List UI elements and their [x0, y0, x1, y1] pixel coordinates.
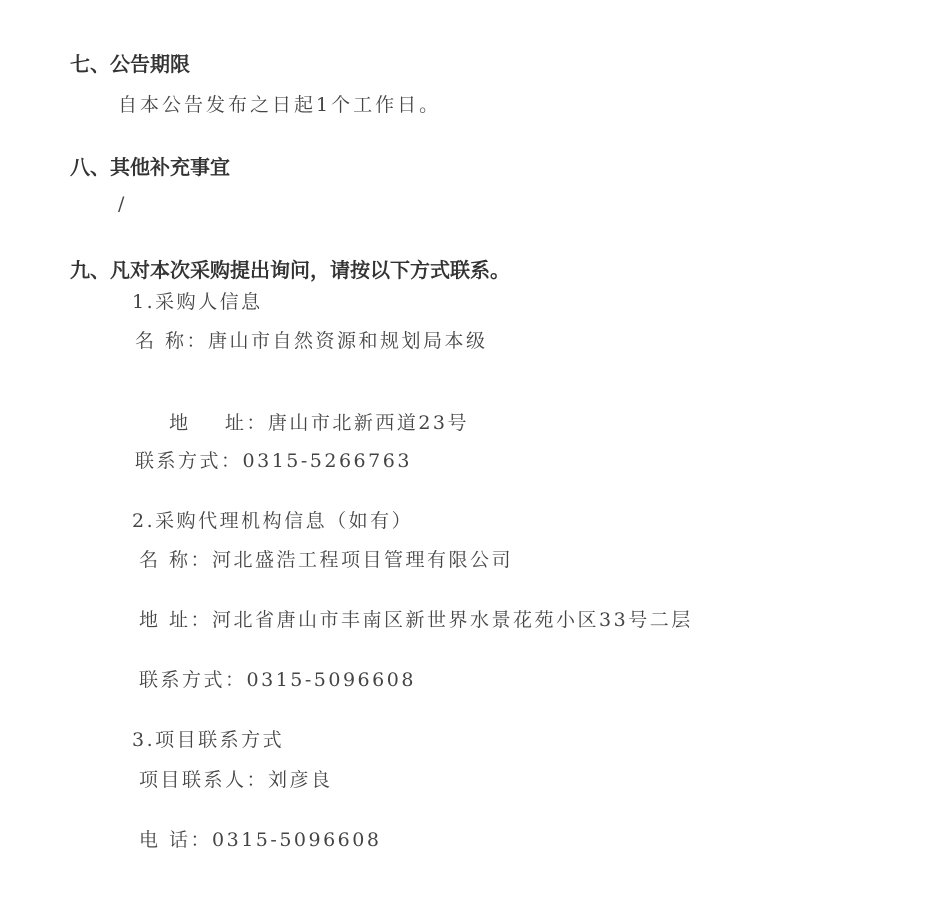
section-7-content: 自本公告发布之日起1个工作日。 [118, 94, 442, 116]
project-phone-row [139, 825, 381, 852]
project-phone: 0315-5096608 [212, 829, 382, 851]
agency-address-label: 地 址： [139, 609, 213, 631]
purchaser-name-label: 名 称： [135, 330, 209, 352]
purchaser-name-row [135, 326, 488, 353]
purchaser-address: 唐山市北新西道23号 [267, 412, 470, 434]
agency-address: 河北省唐山市丰南区新世界水景花苑小区33号二层 [212, 609, 693, 631]
purchaser-heading: 1.采购人信息 [132, 291, 263, 313]
project-person: 刘彦良 [268, 769, 333, 791]
purchaser-contact: 0315-5266763 [242, 450, 412, 472]
section-8-content: / [118, 193, 128, 215]
agency-contact-row [139, 665, 416, 692]
agency-contact-label: 联系方式： [139, 669, 247, 691]
agency-name-label: 名 称： [139, 549, 213, 571]
purchaser-address-label: 地 址： [169, 412, 268, 434]
purchaser-contact-label: 联系方式： [135, 450, 243, 472]
project-heading: 3.项目联系方式 [132, 729, 285, 751]
project-person-label: 项目联系人： [139, 769, 269, 791]
section-8-title: 八、其他补充事宜 [70, 155, 230, 179]
purchaser-name: 唐山市自然资源和规划局本级 [208, 330, 488, 352]
agency-name: 河北盛浩工程项目管理有限公司 [212, 549, 514, 571]
project-phone-label: 电 话： [139, 829, 213, 851]
agency-name-row [139, 545, 513, 572]
purchaser-contact-row [135, 446, 412, 473]
project-person-row [139, 765, 333, 792]
section-7-title: 七、公告期限 [70, 52, 190, 76]
agency-address-row [139, 605, 693, 632]
agency-heading: 2.采购代理机构信息（如有） [132, 510, 414, 532]
section-9-title: 九、凡对本次采购提出询问，请按以下方式联系。 [70, 258, 510, 282]
agency-contact: 0315-5096608 [246, 669, 416, 691]
